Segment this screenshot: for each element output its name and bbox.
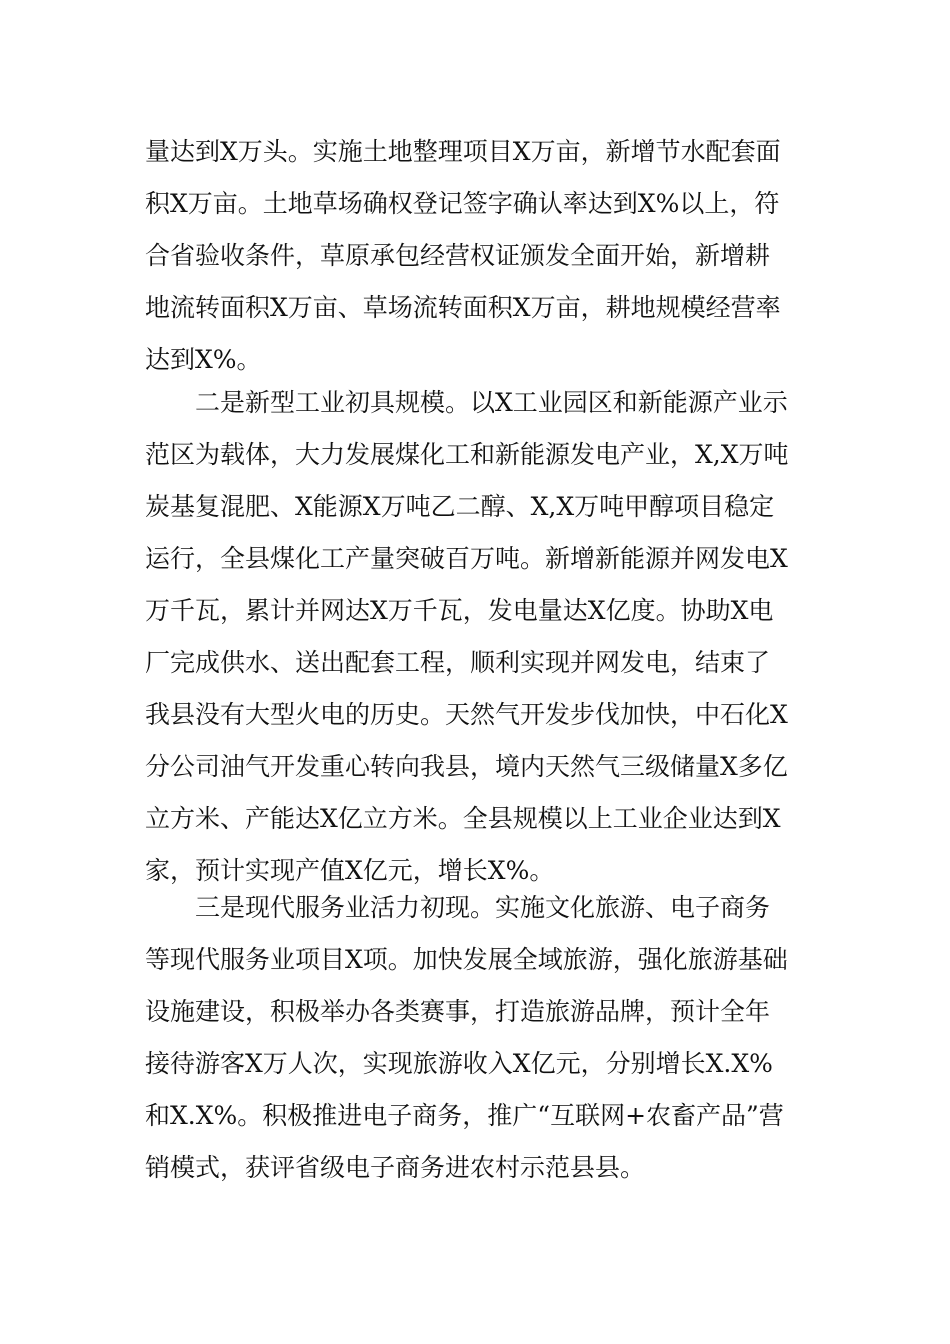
text-line: 达到X%。 bbox=[145, 345, 262, 374]
text-line: 设施建设，积极举办各类赛事，打造旅游品牌，预计全年 bbox=[145, 997, 771, 1026]
text-line: 积X万亩。土地草场确权登记签字确认率达到X%以上，符 bbox=[145, 189, 780, 218]
text-line: 合省验收条件，草原承包经营权证颁发全面开始，新增耕 bbox=[145, 241, 771, 270]
text-line: 三是现代服务业活力初现。实施文化旅游、电子商务 bbox=[195, 893, 771, 922]
text-line: 万千瓦，累计并网达X万千瓦，发电量达X亿度。协助X电 bbox=[145, 596, 774, 625]
text-line: 量达到X万头。实施土地整理项目X万亩，新增节水配套面 bbox=[145, 137, 781, 166]
text-line: 二是新型工业初具规模。以X工业园区和新能源产业示 bbox=[195, 388, 788, 417]
text-line: 炭基复混肥、X能源X万吨乙二醇、X,X万吨甲醇项目稳定 bbox=[145, 492, 775, 521]
paragraph-3 bbox=[145, 882, 815, 1194]
text-line: 地流转面积X万亩、草场流转面积X万亩，耕地规模经营率 bbox=[145, 293, 781, 322]
text-line: 立方米、产能达X亿立方米。全县规模以上工业企业达到X bbox=[145, 804, 781, 833]
paragraph-2 bbox=[145, 377, 815, 897]
text-line: 接待游客X万人次，实现旅游收入X亿元，分别增长X.X% bbox=[145, 1049, 773, 1078]
text-line: 等现代服务业项目X项。加快发展全域旅游，强化旅游基础 bbox=[145, 945, 788, 974]
text-line: 我县没有大型火电的历史。天然气开发步伐加快，中石化X bbox=[145, 700, 788, 729]
text-line: 分公司油气开发重心转向我县，境内天然气三级储量X多亿 bbox=[145, 752, 788, 781]
text-line: 范区为载体，大力发展煤化工和新能源发电产业，X,X万吨 bbox=[145, 440, 789, 469]
text-line: 运行，全县煤化工产量突破百万吨。新增新能源并网发电X bbox=[145, 544, 788, 573]
paragraph-1 bbox=[145, 126, 815, 386]
text-line: 销模式，获评省级电子商务进农村示范县县。 bbox=[145, 1153, 646, 1182]
text-line: 厂完成供水、送出配套工程，顺利实现并网发电，结束了 bbox=[145, 648, 771, 677]
text-line: 和X.X%。积极推进电子商务，推广“互联网+农畜产品”营 bbox=[145, 1101, 784, 1130]
text-line: 家，预计实现产值X亿元，增长X%。 bbox=[145, 856, 555, 885]
